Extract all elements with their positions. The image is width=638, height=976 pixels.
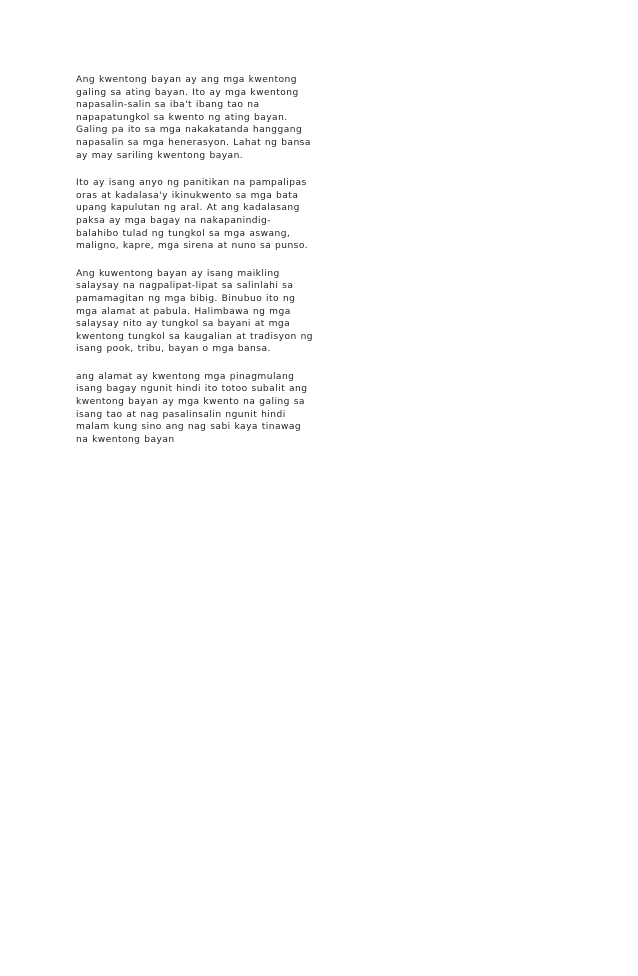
- text-line: Ang kwentong bayan ay ang mga kwentong: [76, 75, 297, 85]
- text-line: malam kung sino ang nag sabi kaya tinawag: [76, 422, 302, 433]
- text-line: Galing pa ito sa mga nakakatanda hanggang: [76, 125, 303, 136]
- text-line: maligno, kapre, mga sirena at nuno sa punso.: [76, 241, 309, 252]
- paragraph-4: [76, 371, 316, 447]
- text-line: balahibo tulad ng tungkol sa mga aswang,: [76, 228, 291, 239]
- text-line: oras at kadalasa'y ikinukwento sa mga bata: [76, 190, 299, 201]
- text-line: galing sa ating bayan. Ito ay mga kwentong: [76, 87, 299, 98]
- text-line: Ang kuwentong bayan ay isang maikling: [76, 268, 280, 279]
- text-line: napapatungkol sa kwento ng ating bayan.: [76, 112, 288, 123]
- text-line: ang alamat ay kwentong mga pinagmulang: [76, 371, 295, 382]
- text-line: isang tao at nag pasalinsalin ngunit hindi: [76, 409, 286, 420]
- text-line: ay may sariling kwentong bayan.: [76, 150, 244, 161]
- text-line: na kwentong bayan: [76, 434, 175, 445]
- text-line: pamamagitan ng mga bibig. Binubuo ito ng: [76, 293, 296, 304]
- text-line: upang kapulutan ng aral. At ang kadalasang: [76, 203, 300, 214]
- text-line: isang pook, tribu, bayan o mga bansa.: [76, 344, 271, 355]
- text-line: Ito ay isang anyo ng panitikan na pampalipas: [76, 178, 307, 189]
- paragraph-3: [76, 268, 316, 356]
- text-line: kwentong tungkol sa kaugalian at tradisyon ng: [76, 331, 314, 342]
- text-line: paksa ay mga bagay na nakapanindig-: [76, 215, 271, 226]
- paragraph-2: [76, 177, 316, 253]
- text-line: napasalin sa mga henerasyon. Lahat ng bansa: [76, 137, 311, 148]
- text-line: salaysay na nagpalipat-lipat sa salinlahi sa: [76, 281, 294, 292]
- text-line: salaysay nito ay tungkol sa bayani at mga: [76, 319, 291, 330]
- paragraph-1: [76, 74, 316, 162]
- text-line: kwentong bayan ay mga kwento na galing sa: [76, 397, 305, 408]
- document-body: [76, 74, 316, 461]
- text-line: mga alamat at pabula. Halimbawa ng mga: [76, 306, 291, 317]
- text-line: napasalin-salin sa iba't ibang tao na: [76, 100, 260, 111]
- text-line: isang bagay ngunit hindi ito totoo subalit ang: [76, 384, 308, 395]
